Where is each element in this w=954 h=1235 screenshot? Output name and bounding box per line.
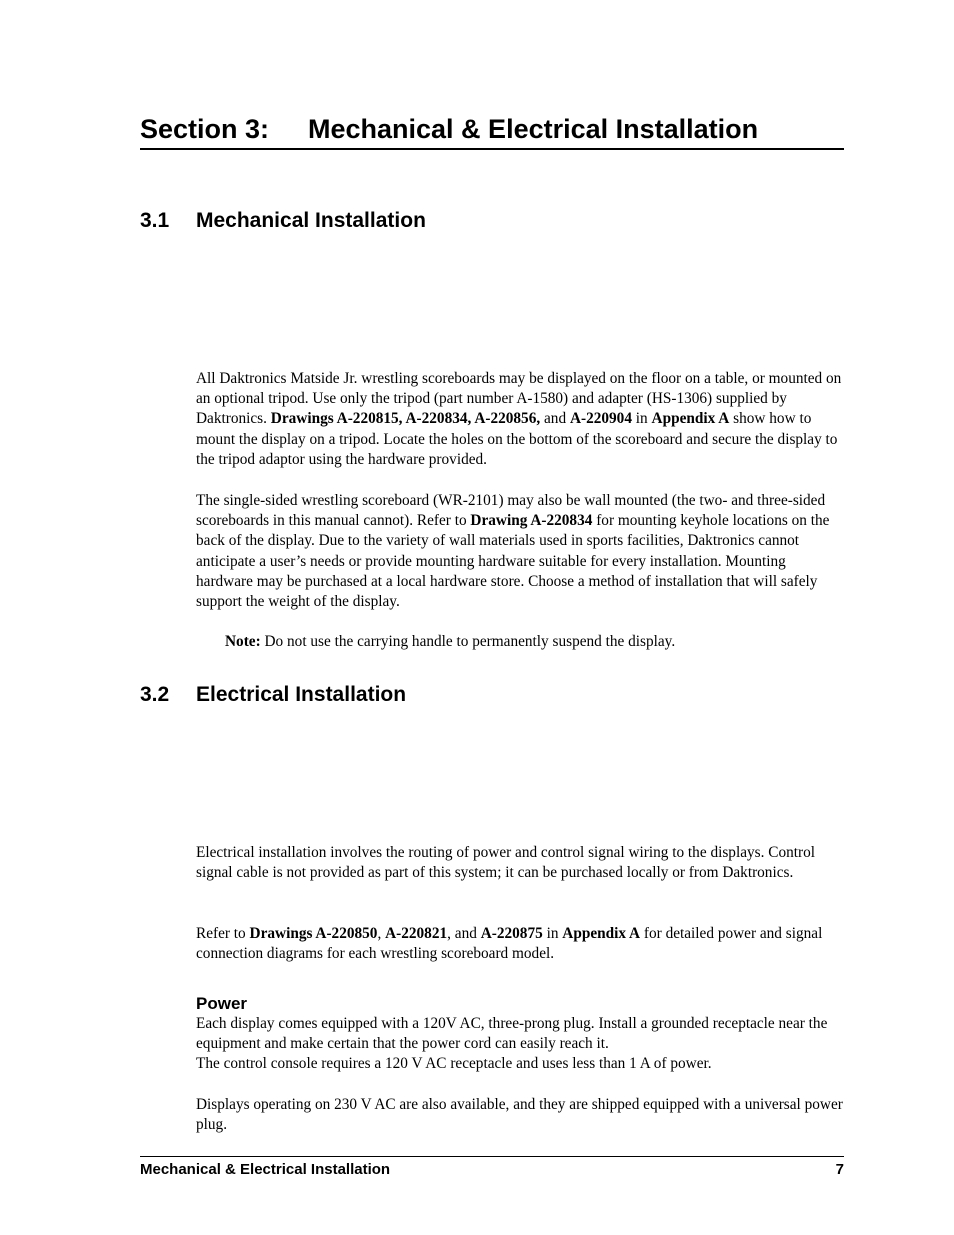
paragraph-power <box>196 1014 844 1075</box>
text: for mounting keyhole locations on the back of the display. Due to the variety of wall materials used in sports facilities, Daktronics cannot anticipate a user’s needs or provide mounting hardware suitable for every installation. Mounting hardware may be purchased at a local hardware store. Choose a method of installation that will safely support the weight of the display. <box>196 512 830 611</box>
section-number: Section 3: <box>140 114 270 144</box>
appendix-ref: Appendix A <box>651 410 730 428</box>
text: The single-sided wrestling scoreboard (WR-2101) may also be wall mounted (the two- and three-sided scoreboards in this manual cannot). Refer to <box>196 492 826 530</box>
section-title <box>140 112 844 150</box>
text: in <box>631 410 652 428</box>
paragraph-electrical-overview: Electrical installation involves the routing of power and control signal wiring to the displays. Control signal cable is not provided as part of this system; it can be purchased locally or from Daktronics. <box>196 844 815 882</box>
drawing-ref: Drawings A-220815, A-220834, A-220856, <box>270 410 541 428</box>
text: in <box>542 925 563 942</box>
paragraph-230v: Displays operating on 230 V AC are also available, and they are shipped equipped with a universal power plug. <box>196 1096 843 1134</box>
paragraph-drawing-references <box>196 924 844 964</box>
drawing-ref: A-220904 <box>569 410 632 428</box>
text: , and <box>447 925 481 942</box>
heading-text: Mechanical Installation <box>196 209 426 232</box>
text: All Daktronics Matside Jr. wrestling scoreboards may be displayed on the floor on a table, or mounted on an optional tripod. Use only the tripod (part number A-1580) and adapter (HS-1306) supplied by Daktronics. <box>196 370 842 428</box>
drawing-ref: Drawings A-220850 <box>249 925 378 942</box>
text: and <box>540 410 570 428</box>
drawing-ref: A-220875 <box>480 925 543 942</box>
paragraph-wall-mounting <box>196 491 844 612</box>
heading-text: Electrical Installation <box>196 683 407 706</box>
paragraph-tripod-mounting <box>196 369 844 470</box>
page-footer <box>140 1156 844 1179</box>
drawing-ref: Drawing A-220834 <box>470 512 593 530</box>
drawing-ref: A-220821 <box>385 925 448 942</box>
section-title-text: Mechanical & Electrical Installation <box>308 114 759 144</box>
note-label: Note: <box>225 633 261 650</box>
text: show how to mount the display on a tripod. Locate the holes on the bottom of the scoreboard and secure the display to the tripod adaptor using the hardware provided. <box>196 410 838 468</box>
heading-mechanical-installation <box>140 208 426 234</box>
heading-number: 3.1 <box>140 209 170 232</box>
note-text: Do not use the carrying handle to permanently suspend the display. <box>260 633 676 650</box>
text: Each display comes equipped with a 120V AC, three-prong plug. Install a grounded receptacle near the equipment and make certain that the power cord can easily reach it. <box>196 1015 828 1053</box>
heading-power: Power <box>196 994 248 1013</box>
heading-number: 3.2 <box>140 683 170 706</box>
text: , <box>377 925 386 942</box>
footer-title: Mechanical & Electrical Installation <box>140 1161 391 1178</box>
heading-electrical-installation <box>140 682 406 708</box>
text: The control console requires a 120 V AC receptacle and uses less than 1 A of power. <box>196 1055 712 1073</box>
text: Refer to <box>196 925 250 942</box>
appendix-ref: Appendix A <box>562 925 641 942</box>
note-carrying-handle <box>225 632 845 652</box>
page-number: 7 <box>835 1161 844 1178</box>
text: for detailed power and signal connection diagrams for each wrestling scoreboard model. <box>196 925 823 963</box>
